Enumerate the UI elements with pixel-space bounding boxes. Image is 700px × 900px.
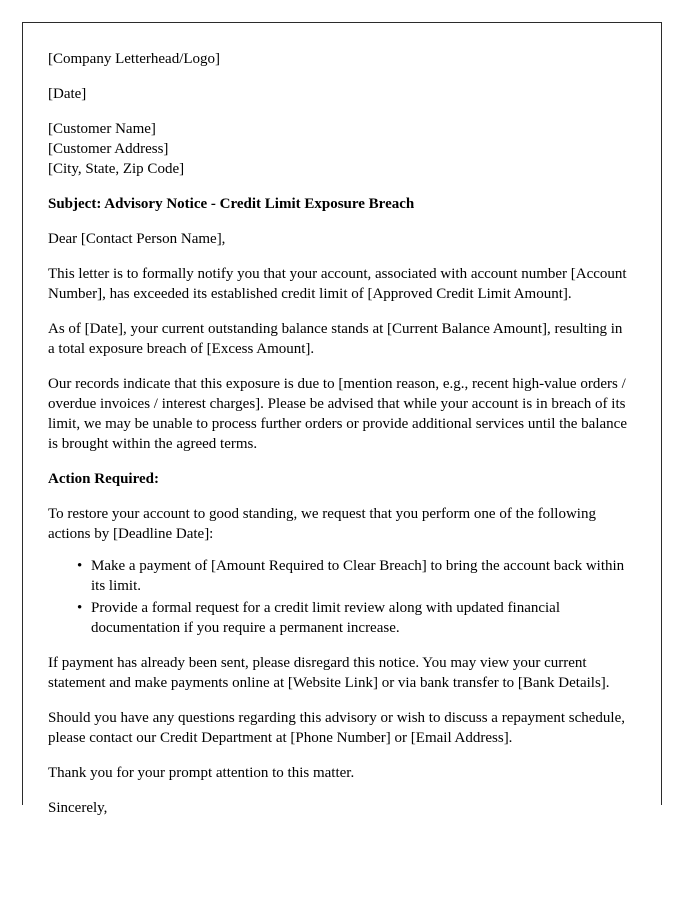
body-paragraph-1: This letter is to formally notify you that your account, associated with account number [Account Number], has exceeded its established credit limit of [Approved Credit Limit Amount]. [48, 266, 627, 302]
subject-line: Subject: Advisory Notice - Credit Limit Exposure Breach [48, 196, 415, 212]
salutation: Dear [Contact Person Name], [48, 231, 226, 247]
closing-paragraph-2: Should you have any questions regarding this advisory or wish to discuss a repayment schedule, please contact our Credit Department at [Phone Number] or [Email Address]. [48, 710, 625, 746]
letterhead-placeholder: [Company Letterhead/Logo] [48, 51, 221, 67]
signoff-line: Sincerely, [48, 800, 108, 816]
letter-date: [Date] [48, 86, 87, 102]
recipient-address-block [48, 119, 632, 179]
recipient-address: [Customer Address] [48, 141, 169, 157]
letter-content [48, 49, 632, 818]
body-paragraph-2: As of [Date], your current outstanding balance stands at [Current Balance Amount], resulting in a total exposure breach of [Excess Amount]. [48, 321, 623, 357]
action-intro-text: To restore your account to good standing, we request that you perform one of the following actions by [Deadline Date]: [48, 506, 596, 542]
closing-paragraph-3: Thank you for your prompt attention to this matter. [48, 765, 355, 781]
recipient-city-state-zip: [City, State, Zip Code] [48, 161, 185, 177]
list-item: • Make a payment of [Amount Required to Clear Breach] to bring the account back within its limit. [91, 556, 632, 596]
recipient-name: [Customer Name] [48, 121, 156, 137]
action-required-heading: Action Required: [48, 471, 159, 487]
document-page [22, 22, 662, 816]
list-item: • Provide a formal request for a credit limit review along with updated financial documentation if you require a permanent increase. [91, 598, 632, 638]
action-items-list [48, 556, 632, 638]
body-paragraph-3: Our records indicate that this exposure is due to [mention reason, e.g., recent high-value orders / overdue invoices / interest charges]. Please be advised that while your account is in breach of its limit, we may be unable to process further orders or provide additional services until the balance is brought within the agreed terms. [48, 376, 627, 452]
closing-paragraph-1: If payment has already been sent, please disregard this notice. You may view your current statement and make payments online at [Website Link] or via bank transfer to [Bank Details]. [48, 655, 610, 691]
